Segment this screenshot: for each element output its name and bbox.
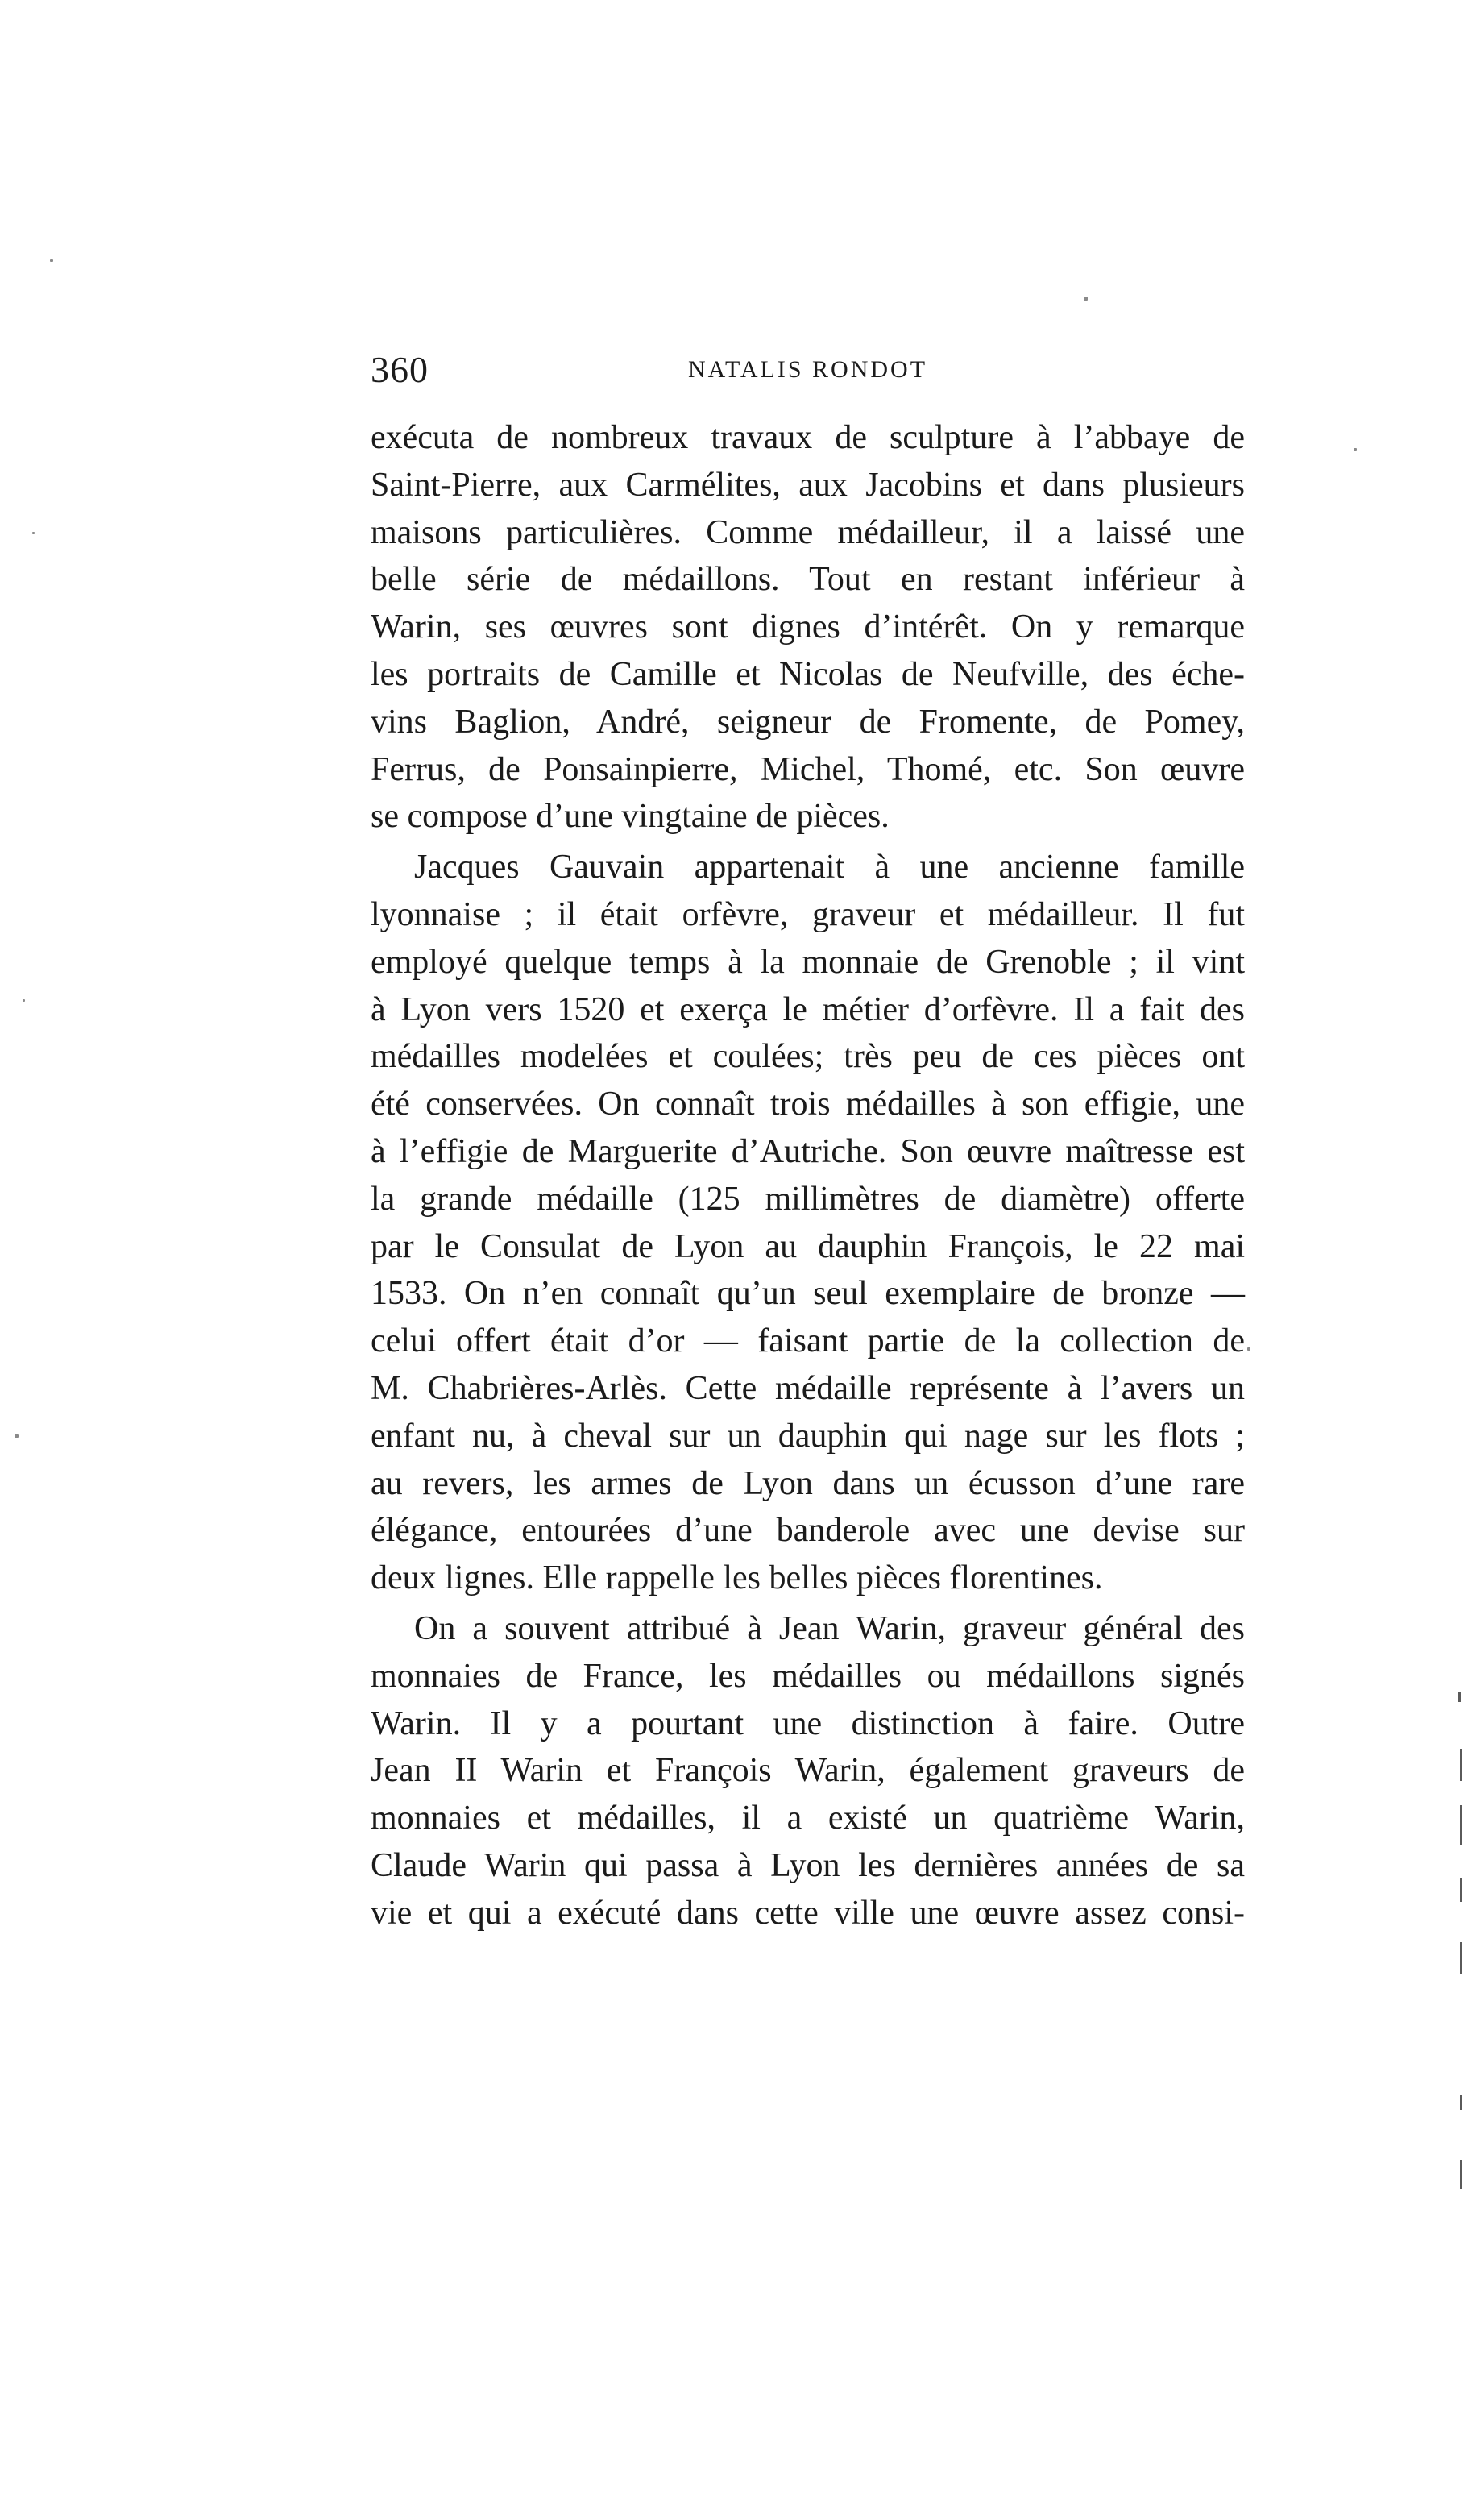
- text-line: élégance, entourées d’une banderole avec une devise sur: [371, 1512, 1245, 1550]
- paragraph-2: [371, 844, 1245, 1602]
- text-line: exécuta de nombreux travaux de sculpture à l’abbaye de: [371, 419, 1245, 456]
- paragraph-3: [371, 1605, 1245, 1937]
- text-line: Claude Warin qui passa à Lyon les dernières années de sa: [371, 1846, 1245, 1884]
- scan-speck: [15, 1434, 19, 1438]
- paragraph-1: [371, 414, 1245, 841]
- text-line: M. Chabrières-Arlès. Cette médaille représente à l’avers un: [371, 1369, 1245, 1407]
- text-line: les portraits de Camille et Nicolas de Neufville, des éche-: [371, 655, 1245, 693]
- text-line: vins Baglion, André, seigneur de Fromente, de Pomey,: [371, 703, 1245, 741]
- scan-margin-mark: [1460, 1749, 1462, 1781]
- running-head: NATALIS RONDOT: [687, 356, 928, 383]
- scan-speck: [23, 999, 25, 1002]
- text-line: Warin. Il y a pourtant une distinction à faire. Outre: [371, 1704, 1245, 1742]
- scan-margin-mark: [1458, 1692, 1461, 1702]
- scan-speck: [1354, 448, 1357, 451]
- scan-margin-mark: [1460, 2160, 1462, 2189]
- scan-margin-mark: [1460, 1878, 1462, 1902]
- text-line: lyonnaise ; il était orfèvre, graveur et médailleur. Il fut: [371, 895, 1245, 933]
- text-line: employé quelque temps à la monnaie de Grenoble ; il vint: [371, 943, 1245, 981]
- scan-speck: [32, 532, 35, 534]
- text-line: la grande médaille (125 millimètres de diamètre) offerte: [371, 1180, 1245, 1218]
- text-line: à l’effigie de Marguerite d’Autriche. Son œuvre maîtresse est: [371, 1132, 1245, 1170]
- text-line: deux lignes. Elle rappelle les belles pièces florentines.: [371, 1559, 1103, 1597]
- scan-speck: [1247, 1347, 1250, 1351]
- page-number: 360: [371, 349, 429, 390]
- text-line: monnaies de France, les médailles ou médaillons signés: [371, 1657, 1245, 1695]
- text-line: par le Consulat de Lyon au dauphin François, le 22 mai: [371, 1227, 1245, 1265]
- text-line: 1533. On n’en connaît qu’un seul exemplaire de bronze —: [371, 1275, 1245, 1313]
- scan-margin-mark: [1460, 1805, 1462, 1845]
- text-line: été conservées. On connaît trois médailles à son effigie, une: [371, 1086, 1245, 1123]
- text-line: On a souvent attribué à Jean Warin, graveur général des: [414, 1609, 1245, 1647]
- text-line: Ferrus, de Ponsainpierre, Michel, Thomé, etc. Son œuvre: [371, 750, 1245, 788]
- text-line: Jacques Gauvain appartenait à une ancienne famille: [414, 849, 1245, 886]
- body-text: [371, 414, 1245, 1937]
- scan-speck: [50, 259, 53, 262]
- text-line: à Lyon vers 1520 et exerça le métier d’orfèvre. Il a fait des: [371, 990, 1245, 1028]
- text-line: médailles modelées et coulées; très peu de ces pièces ont: [371, 1038, 1245, 1076]
- text-line: Jean II Warin et François Warin, également graveurs de: [371, 1752, 1245, 1790]
- text-line: maisons particulières. Comme médailleur, il a laissé une: [371, 513, 1245, 551]
- text-line: monnaies et médailles, il a existé un quatrième Warin,: [371, 1800, 1245, 1837]
- text-line: Saint-Pierre, aux Carmélites, aux Jacobins et dans plusieurs: [371, 466, 1245, 504]
- scan-margin-mark: [1460, 1942, 1462, 1974]
- text-line: belle série de médaillons. Tout en restant inférieur à: [371, 561, 1245, 599]
- text-line: enfant nu, à cheval sur un dauphin qui nage sur les flots ;: [371, 1417, 1245, 1455]
- page-header: [371, 348, 1245, 405]
- text-line: Warin, ses œuvres sont dignes d’intérêt. On y remarque: [371, 608, 1245, 646]
- text-line: celui offert était d’or — faisant partie de la collection de: [371, 1322, 1245, 1360]
- text-line: vie et qui a exécuté dans cette ville une œuvre assez consi-: [371, 1894, 1245, 1932]
- text-line: au revers, les armes de Lyon dans un écusson d’une rare: [371, 1464, 1245, 1502]
- scan-margin-mark: [1460, 2095, 1462, 2110]
- text-line: se compose d’une vingtaine de pièces.: [371, 798, 890, 836]
- scan-speck: [1084, 297, 1088, 301]
